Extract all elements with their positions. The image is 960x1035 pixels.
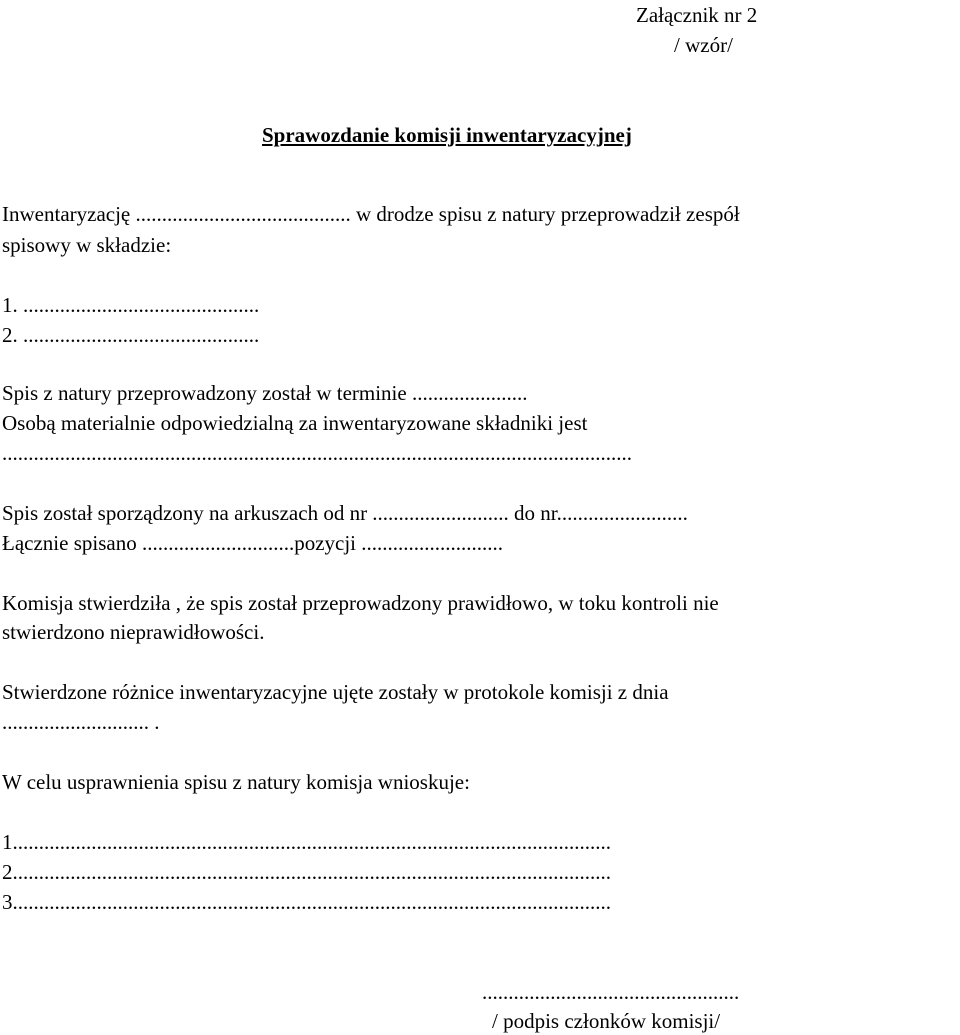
signature-label: / podpis członków komisji/ [492, 1009, 721, 1033]
differences-line: Stwierdzone różnice inwentaryzacyjne ujęte zostały w protokole komisji z dnia [2, 680, 669, 704]
term-line: Spis z natury przeprowadzony został w terminie ...................... [2, 381, 528, 405]
responsible-line: Osobą materialnie odpowiedzialną za inwentaryzowane składniki jest [2, 411, 588, 435]
finding-line: Komisja stwierdziła , że spis został przeprowadzony prawidłowo, w toku kontroli nie [2, 591, 719, 615]
proposal-line: 3.................................................................................................................. [2, 890, 611, 914]
proposal-line: 1.................................................................................................................. [2, 830, 611, 854]
template-mark: / wzór/ [674, 33, 733, 57]
inventory-intro-line: Inwentaryzację ......................................... w drodze spisu z natury przeprowadził zespół [2, 202, 740, 226]
responsible-fill: ........................................................................................................................ [2, 441, 632, 465]
proposal-line: 2.................................................................................................................. [2, 860, 611, 884]
inventory-intro-line-2: spisowy w składzie: [2, 233, 172, 257]
signature-fill: ................................................. [482, 980, 740, 1004]
document-title: Sprawozdanie komisji inwentaryzacyjnej [262, 123, 632, 147]
sheets-line: Spis został sporządzony na arkuszach od nr .......................... do nr......................... [2, 501, 688, 525]
member-line: 2. ............................................. [2, 323, 260, 347]
differences-fill: ............................ . [2, 710, 160, 734]
annex-label: Załącznik nr 2 [636, 3, 758, 27]
total-line: Łącznie spisano .............................pozycji ........................... [2, 531, 504, 555]
finding-line-2: stwierdzono nieprawidłowości. [2, 620, 265, 644]
member-line: 1. ............................................. [2, 293, 260, 317]
proposals-intro: W celu usprawnienia spisu z natury komisja wnioskuje: [2, 770, 470, 794]
